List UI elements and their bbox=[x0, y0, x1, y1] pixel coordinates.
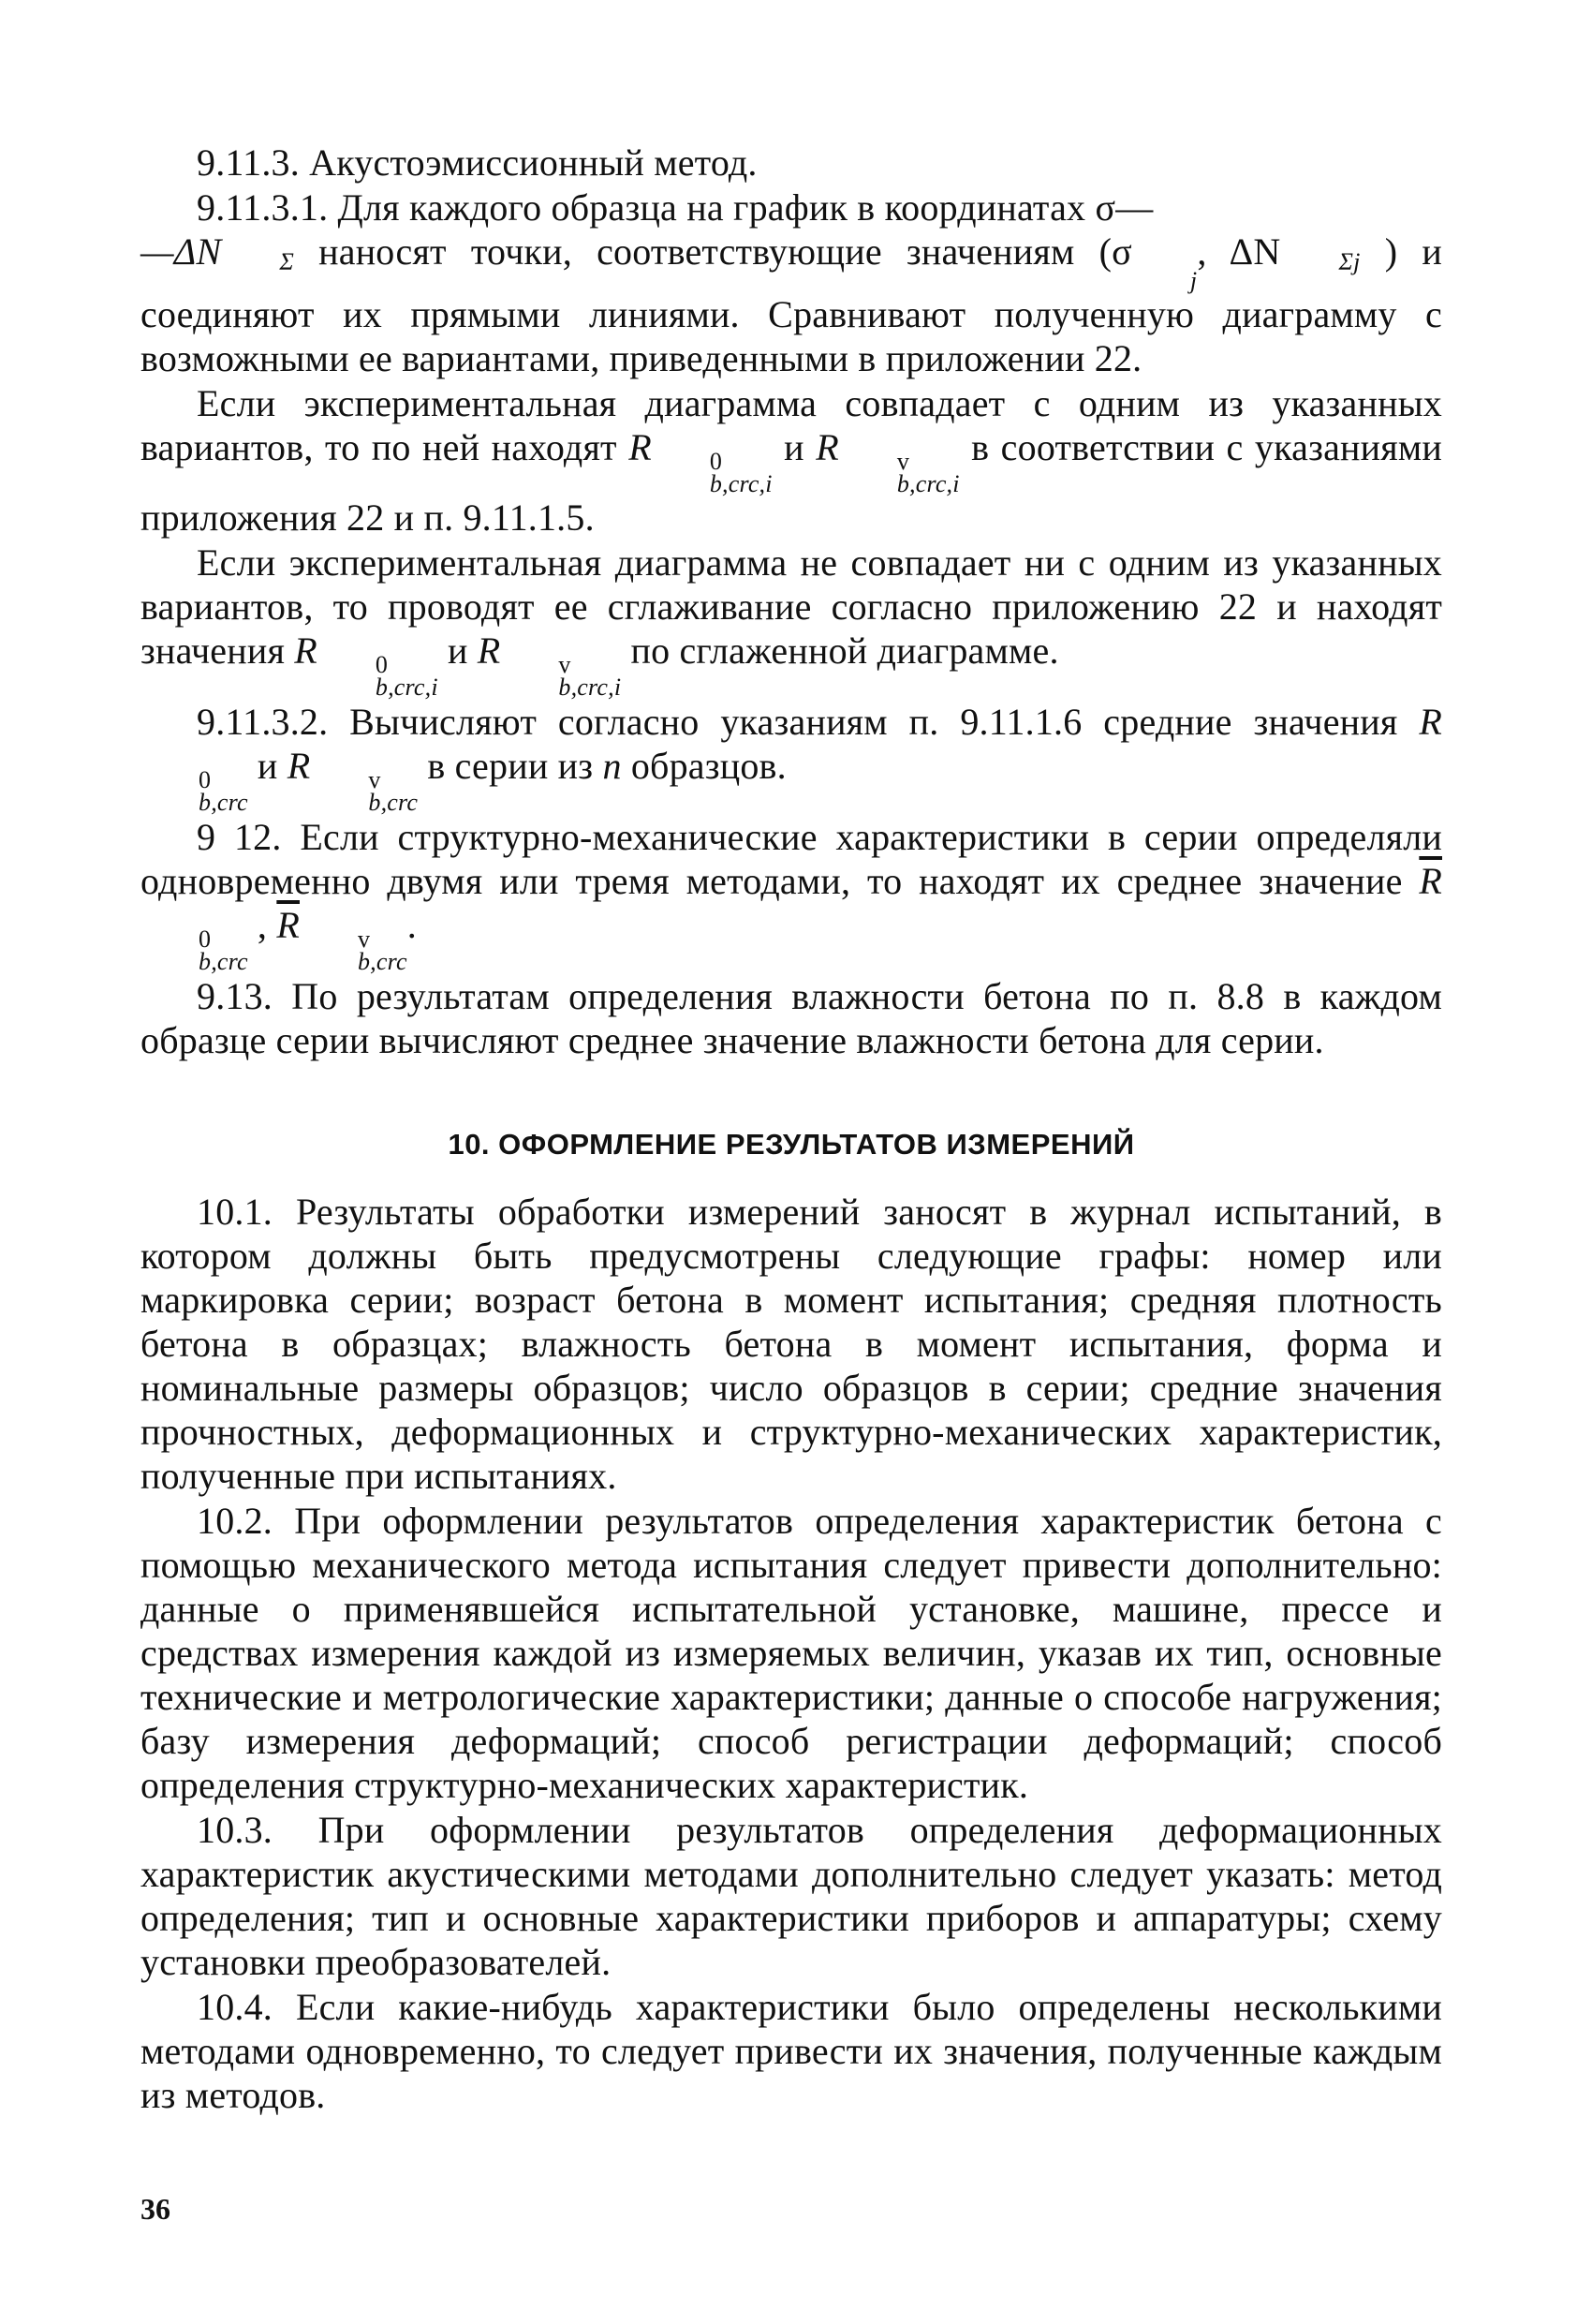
section-heading-10: 10. ОФОРМЛЕНИЕ РЕЗУЛЬТАТОВ ИЗМЕРЕНИЙ bbox=[448, 1128, 1135, 1161]
paragraph-diagram-smoothing: Если экспериментальная диаграмма не совпадает ни с одним из указанных вариантов, то проводят ее сглаживание согласно приложению 22 и находят значения R 0 b,crc,i и R v b,crc,i по сглаженной диаграмме. bbox=[140, 541, 1442, 701]
paragraph-10-1: 10.1. Результаты обработки измерений заносят в журнал испытаний, в котором должны быть предусмотрены следующие графы: номер или маркировка серии; возраст бетона в момент испытания; средняя плотность бетона в образцах; влажность бетона в момент испытания, форма и номинальные размеры образцов; число образцов в серии; средние значения прочностных, деформационных и структурно-механических характеристик, полученные при испытаниях. bbox=[140, 1191, 1442, 1497]
paragraph-10-3: 10.3. При оформлении результатов определения деформационных характеристик акустическими методами дополнительно следует указать: метод определения; тип и основные характеристики приборов и аппаратуры; схему установки преобразователей. bbox=[140, 1809, 1442, 1983]
paragraph-9-11-3-2: 9.11.3.2. Вычисляют согласно указаниям п. 9.11.1.6 средние значения R 0 b,crc и R v b,crc в серии из n образцов. bbox=[197, 701, 1442, 816]
document-page bbox=[140, 141, 1442, 2118]
page-number: 36 bbox=[140, 2192, 170, 2226]
paragraph-10-4: 10.4. Если какие-нибудь характеристики было определены несколькими методами одновременно, то следует привести их значения, полученные каждым из методов. bbox=[140, 1986, 1442, 2116]
paragraph-9-12: 9 12. Если структурно-механические характеристики в серии определяли одновременно двумя или тремя методами, то находят их среднее значение $\overline{R}$ 0 b,crc , $\overline{R}$ v b,crc . bbox=[140, 816, 1442, 975]
paragraph-9-11-3-1: 9.11.3.1. Для каждого образца на график в координатах σ— —ΔN Σ наносят точки, соответствующие значениям (σ j , ΔN Σj ) и соединяют их прямыми линиями. Сравнивают полученную диаграмму с возможными ее вариантами, приведенными в приложении 22. bbox=[140, 186, 1443, 379]
paragraph-9-13: 9.13. По результатам определения влажности бетона по п. 8.8 в каждом образце серии вычисляют среднее значение влажности бетона для серии. bbox=[140, 975, 1442, 1061]
paragraph-9-11-3: 9.11.3. Акустоэмиссионный метод. bbox=[197, 141, 758, 184]
paragraph-10-2: 10.2. При оформлении результатов определения характеристик бетона с помощью механического метода испытания следует привести дополнительно: данные о применявшейся испытательной установке, машине, прессе и средствах измерения каждой из измеряемых величин, указав их тип, основные технические и метрологические характеристики; данные о способе нагружения; базу измерения деформаций; способ регистрации деформаций; способ определения структурно-механических характеристик. bbox=[140, 1500, 1442, 1806]
paragraph-diagram-match: Если экспериментальная диаграмма совпадает с одним из указанных вариантов, то по ней находят R 0 b,crc,i и R v b,crc,i в соответствии с указаниями приложения 22 и п. 9.11.1.5. bbox=[140, 382, 1442, 539]
